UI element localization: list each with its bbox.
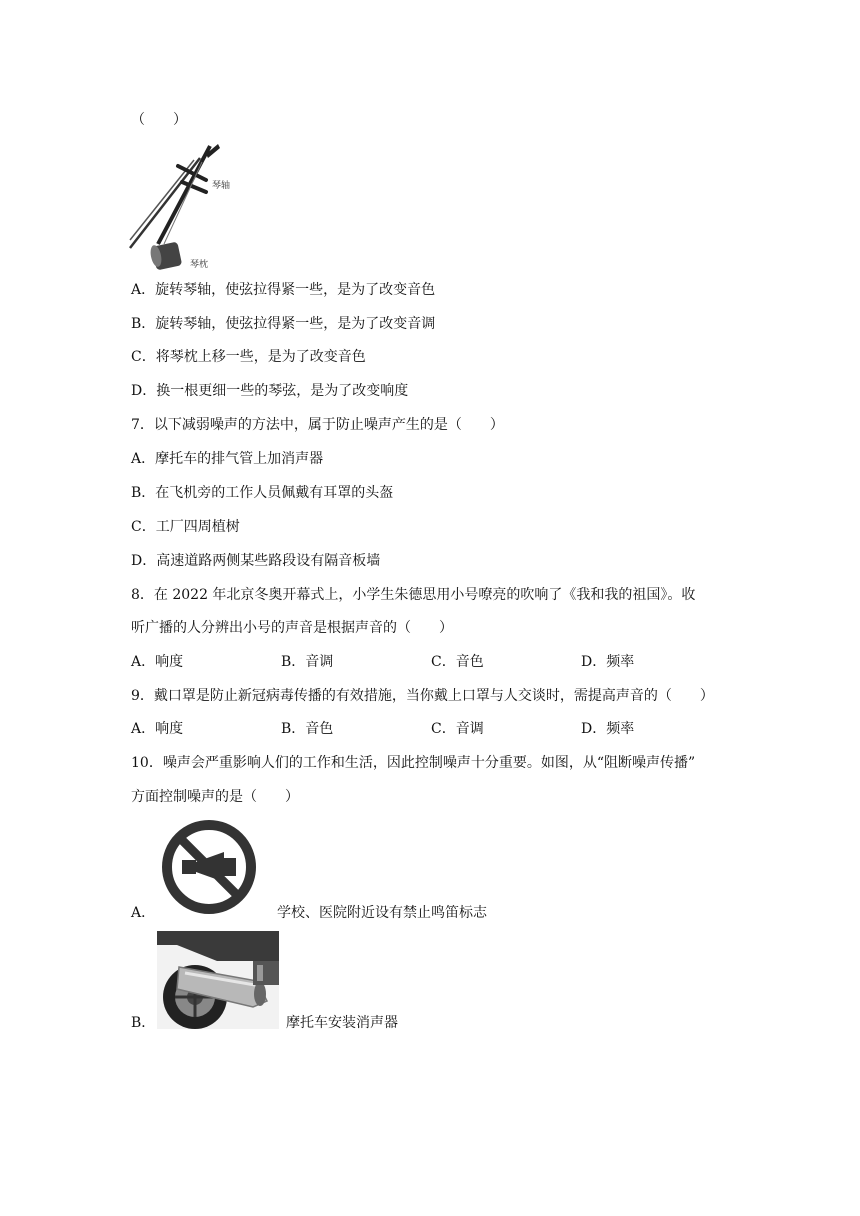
q9-option-a: A．响度 — [131, 721, 184, 737]
q10-option-b-text: 摩托车安装消声器 — [286, 1015, 398, 1031]
q9-option-c: C．音调 — [431, 721, 484, 737]
q10-option-b-letter: B． — [131, 1015, 156, 1031]
q6-option-a: A．旋转琴轴，使弦拉得紧一些，是为了改变音色 — [131, 282, 436, 298]
label-qinzhou: 琴轴 — [212, 181, 231, 191]
q9-stem: 9．戴口罩是防止新冠病毒传播的有效措施，当你戴上口罩与人交谈时，需提高声音的（ ） — [131, 688, 714, 704]
q8-option-b: B．音调 — [281, 654, 334, 670]
q6-option-c: C．将琴枕上移一些，是为了改变音色 — [131, 349, 366, 365]
q10-option-a-letter: A． — [131, 905, 156, 921]
motorcycle-muffler-icon — [157, 931, 279, 1029]
q7-option-a: A．摩托车的排气管上加消声器 — [131, 451, 324, 467]
motorcycle-muffler-figure — [157, 931, 279, 1029]
q8-stem-line1: 8．在 2022 年北京冬奥开幕式上，小学生朱德思用小号嘹亮的吹响了《我和我的祖国》。收 — [131, 587, 696, 603]
label-qinzhen: 琴枕 — [190, 260, 209, 270]
q9-option-b: B．音色 — [281, 721, 334, 737]
q10-stem-line1: 10．噪声会严重影响人们的工作和生活，因此控制噪声十分重要。如图，从“阻断噪声传播” — [131, 755, 696, 771]
erhu-icon — [128, 136, 238, 270]
q7-option-d: D．高速道路两侧某些路段设有隔音板墙 — [131, 553, 381, 569]
q9-option-d: D．频率 — [581, 721, 635, 737]
q7-option-b: B．在飞机旁的工作人员佩戴有耳罩的头盔 — [131, 485, 394, 501]
q8-option-a: A．响度 — [131, 654, 184, 670]
no-horn-sign-icon — [160, 818, 258, 916]
q10-stem-line2: 方面控制噪声的是（ ） — [131, 789, 299, 805]
q6-option-b: B．旋转琴轴，使弦拉得紧一些，是为了改变音调 — [131, 316, 436, 332]
q8-stem-line2: 听广播的人分辨出小号的声音是根据声音的（ ） — [131, 620, 453, 636]
q7-option-c: C．工厂四周植树 — [131, 519, 240, 535]
no-horn-sign-figure — [160, 818, 258, 916]
q8-option-c: C．音色 — [431, 654, 484, 670]
q7-stem: 7．以下减弱噪声的方法中，属于防止噪声产生的是（ ） — [131, 417, 504, 433]
q6-paren: （ ） — [131, 112, 187, 128]
q10-option-a-text: 学校、医院附近设有禁止鸣笛标志 — [277, 905, 487, 921]
q8-option-d: D．频率 — [581, 654, 635, 670]
erhu-figure — [128, 136, 238, 270]
q6-option-d: D．换一根更细一些的琴弦，是为了改变响度 — [131, 383, 409, 399]
